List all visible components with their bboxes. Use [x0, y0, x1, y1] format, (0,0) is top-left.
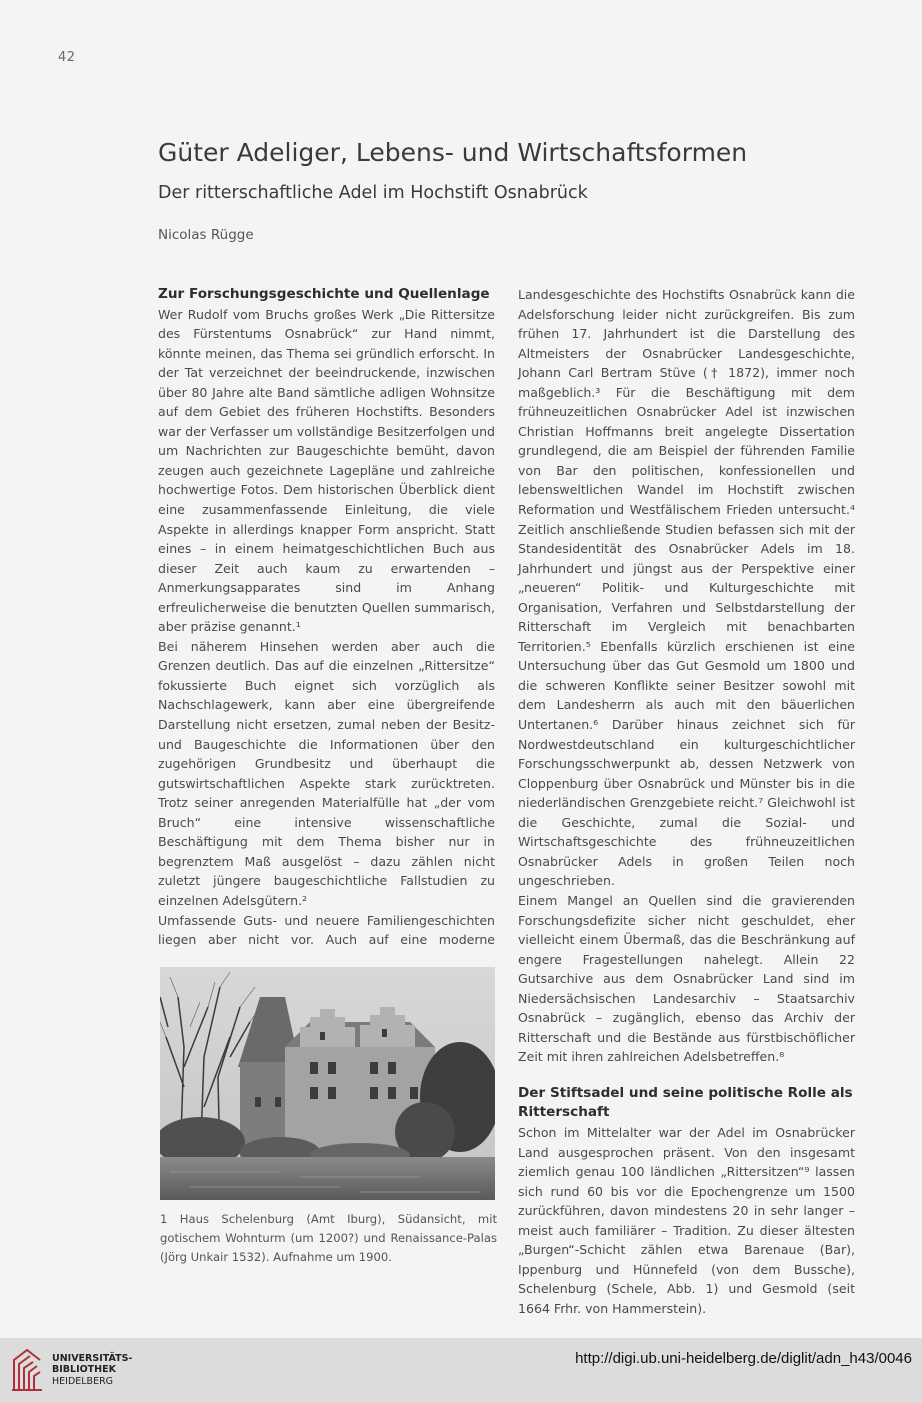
text-column-left: [158, 285, 495, 950]
figure-caption: 1 Haus Schelenburg (Amt Iburg), Südansicht, mit gotischem Wohnturm (um 1200?) und Renaissance-Palas (Jörg Unkair 1532). Aufnahme um 1900.: [160, 1212, 497, 1264]
body-paragraph: Schon im Mittelalter war der Adel im Osnabrücker Land ausgesprochen präsent. Von den insgesamt ziemlich genau 100 ländlichen „Rittersitzen“⁹ lassen sich rund 60 bis vor die Epochengrenze um 1500 zurückführen, davon mindestens 20 in sehr langer – meist auch familiärer – Tradition. Zu dieser ältesten „Burgen“-Schicht zählen etwa Barenaue (Bar), Ippenburg und Hünnefeld (von dem Bussche), Schelenburg (Schele, Abb. 1) und Gesmold (seit 1664 Frhr. von Hammerstein).: [518, 1124, 855, 1316]
section-heading-research-history: Zur Forschungsgeschichte und Quellenlage: [158, 286, 490, 302]
body-paragraph: Landesgeschichte des Hochstifts Osnabrück kann die Adelsforschung leider nicht zurückgreifen. Bis zum frühen 17. Jahrhundert ist die Darstellung des Altmeisters der Osnabrücker Landesgeschichte, Johann Carl Bertram Stüve († 1872), immer noch maßgeblich.³ Für die Beschäftigung mit dem frühneuzeitlichen Osnabrücker Adel ist inzwischen Christian Hoffmanns breit angelegte Dissertation grundlegend, die am Beispiel der führenden Familie von Bar den politischen, konfessionellen und lebensweltlichen Wandel im Hochstift zwischen Reformation und Westfälischem Frieden untersucht.⁴ Zeitlich anschließende Studien befassen sich mit der Standesidentität des Osnabrücker Adels im 18. Jahrhundert und jüngst aus der Perspektive einer „neueren“ Politik- und Kulturgeschichte mit Organisation, Verfahren und Selbstdarstellung der Ritterschaft im Vergleich mit benachbarten Territorien.⁵ Ebenfalls kürzlich erschienen ist eine Untersuchung über das Gut Gesmold um 1800 und die schweren Konflikte seiner Besitzer sowohl mit dem Landesherrn als auch mit den bäuerlichen Untertanen.⁶ Darüber hinaus zeichnet sich für Nordwestdeutschland ein kulturgeschichtlicher Forschungsschwerpunkt ab, dessen Netzwerk von Cloppenburg über Osnabrück und Münster bis in die niederländischen Grenzgebiete reicht.⁷ Gleichwohl ist die Geschichte, zumal die Sozial- und Wirtschaftsgeschichte des frühneuzeitlichen Osnabrücker Adels in großen Teilen noch ungeschrieben.: [518, 287, 855, 889]
body-paragraph: Wer Rudolf vom Bruchs großes Werk „Die Rittersitze des Fürstentums Osnabrück“ zur Hand nimmt, könnte meinen, das Thema sei gründlich erforscht. In der Tat verzeichnet der beeindruckende, inzwischen über 80 Jahre alte Band sämtliche adligen Wohnsitze auf dem Gebiet des früheren Hochstifts. Besonders war der Verfasser um vollständige Besitzerfolgen und um Nachrichten zur Baugeschichte bemüht, davon zeugen auch gezeichnete Lagepläne und zahlreiche hochwertige Fotos. Dem historischen Überblick dient eine zusammenfassende Einleitung, die viele Aspekte in allerdings knapper Form anspricht. Statt eines – in einem heimatgeschichtlichen Buch aus dieser Zeit auch kaum zu erwartenden – Anmerkungsapparates sind im Anhang erfreulicherweise die benutzten Quellen summarisch, aber präzise genannt.¹: [158, 306, 495, 635]
permalink-url[interactable]: http://digi.ub.uni-heidelberg.de/diglit/adn_h43/0046: [575, 1350, 912, 1367]
library-name[interactable]: [52, 1353, 132, 1387]
library-name-line3: HEIDELBERG: [52, 1375, 114, 1387]
text-column-right: [518, 285, 855, 1318]
footer-bar: [0, 1338, 922, 1403]
author-name: Nicolas Rügge: [158, 227, 254, 243]
article-title: Güter Adeliger, Lebens- und Wirtschaftsformen: [158, 138, 748, 167]
body-paragraph: Bei näherem Hinsehen werden aber auch die Grenzen deutlich. Das auf die einzelnen „Rittersitze“ fokussierte Buch eignet sich vorzüglich als Nachschlagewerk, kann aber eine übergreifende Darstellung nicht ersetzen, zumal neben der Besitz- und Baugeschichte die Informationen über den zugehörigen Grundbesitz und überhaupt die gutswirtschaftlichen Aspekte stark zurücktreten. Trotz seiner anregenden Materialfülle hat „der vom Bruch“ eine intensive wissenschaftliche Beschäftigung mit dem Thema bisher nur in begrenztem Maß ausgelöst – dazu zählen nicht zuletzt jüngere baugeschichtliche Fallstudien zu einzelnen Adelsgütern.²: [158, 638, 495, 908]
page-number: 42: [58, 50, 76, 65]
article-subtitle: Der ritterschaftliche Adel im Hochstift Osnabrück: [158, 183, 588, 203]
figure-photo-schelenburg: [160, 967, 495, 1200]
library-name-line1: UNIVERSITÄTS-: [52, 1353, 133, 1364]
castle-photo-illustration: [160, 967, 495, 1200]
body-paragraph: Umfassende Guts- und neuere Familiengeschichten liegen aber nicht vor. Auch auf eine moderne: [158, 912, 495, 948]
ub-heidelberg-logo-icon[interactable]: [10, 1346, 44, 1394]
body-paragraph: Einem Mangel an Quellen sind die gravierenden Forschungsdefizite sicher nicht geschuldet, eher vielleicht einem Übermaß, das die Beschränkung auf engere Fragestellungen nahelegt. Allein 22 Gutsarchive aus dem Osnabrücker Land sind im Niedersächsischen Landesarchiv – Staatsarchiv Osnabrück – zugänglich, ebenso das Archiv der Ritterschaft und die Bestände aus fürstbischöflicher Zeit mit ihren zahlreichen Adelsbetreffen.⁸: [518, 892, 855, 1065]
section-heading-political-role: Der Stiftsadel und seine politische Rolle als Ritterschaft: [518, 1084, 853, 1121]
library-name-line2: BIBLIOTHEK: [52, 1364, 116, 1376]
section-gap: [518, 1067, 855, 1084]
